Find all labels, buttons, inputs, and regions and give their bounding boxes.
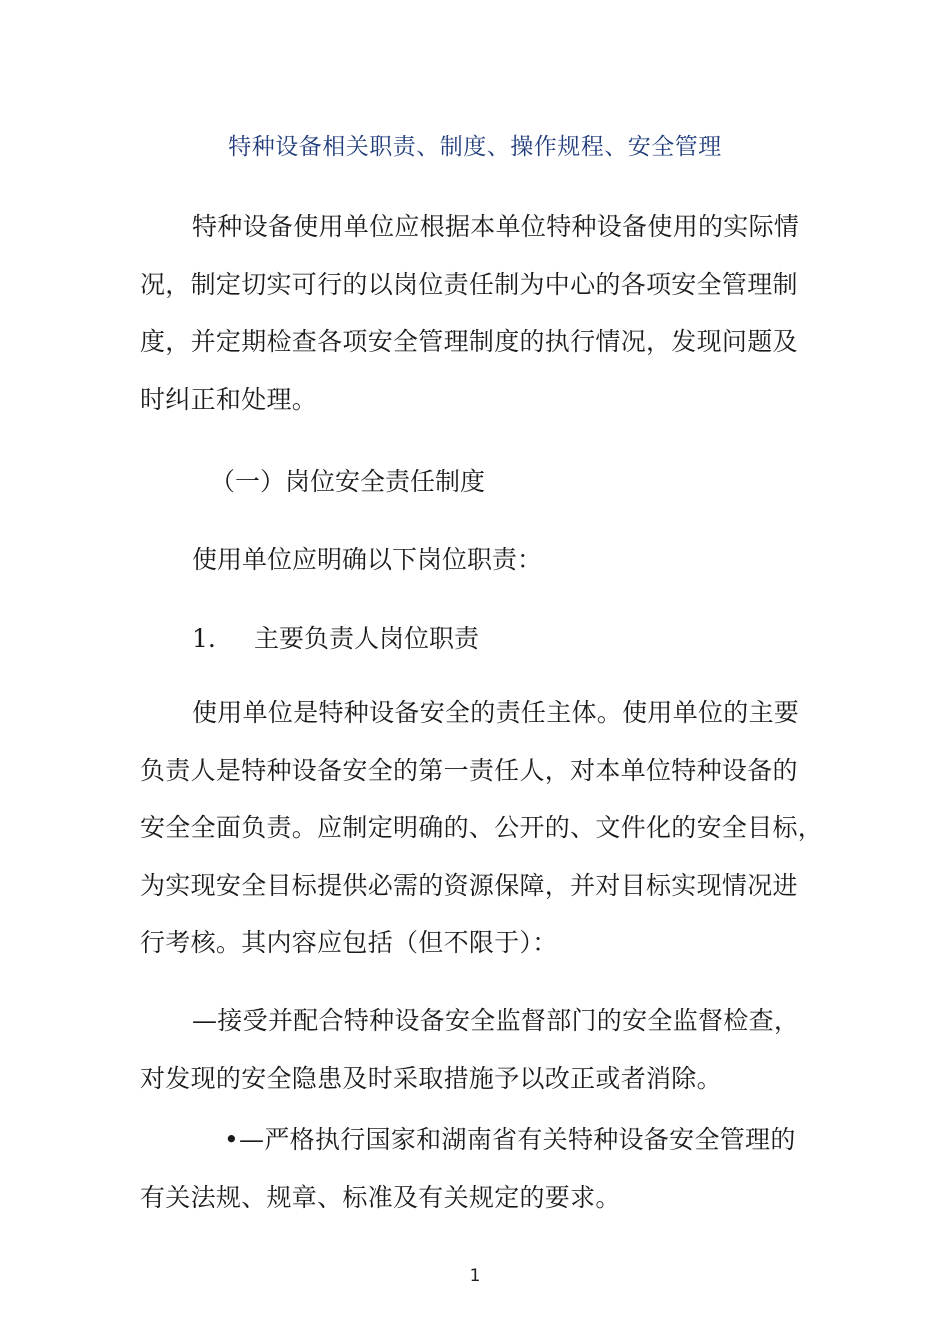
bullet-paragraph-2 [140,1111,820,1226]
item-body-paragraph [140,684,824,972]
bullet-line: —接受并配合特种设备安全监督部门的安全监督检查， [192,1006,800,1035]
bullet-line: •—严格执行国家和湖南省有关特种设备安全管理的 [224,1125,796,1154]
intro-line: 度，并定期检查各项安全管理制度的执行情况，发现问题及 [140,327,798,356]
document-title: 特种设备相关职责、制度、操作规程、安全管理 [228,134,722,160]
body-line: 安全全面负责。应制定明确的、公开的、文件化的安全目标， [140,813,824,842]
bullet-line: 对发现的安全隐患及时采取措施予以改正或者消除。 [140,1063,722,1093]
item-number: 1. [192,624,216,653]
intro-line: 况，制定切实可行的以岗位责任制为中心的各项安全管理制 [140,269,798,299]
page-number: 1 [469,1266,481,1286]
bullet-line: 有关法规、规章、标准及有关规定的要求。 [140,1182,621,1212]
section-intro: 使用单位应明确以下岗位职责： [192,545,543,574]
item-label: 主要负责人岗位职责 [254,624,480,653]
numbered-item-heading [192,619,479,655]
intro-line: 时纠正和处理。 [140,384,318,414]
body-line: 使用单位是特种设备安全的责任主体。使用单位的主要 [192,698,800,727]
body-line: 行考核。其内容应包括（但不限于）： [140,928,558,957]
intro-line: 特种设备使用单位应根据本单位特种设备使用的实际情 [192,212,800,241]
bullet-paragraph-1 [140,992,820,1107]
section-heading: （一）岗位安全责任制度 [210,467,486,496]
body-line: 负责人是特种设备安全的第一责任人，对本单位特种设备的 [140,755,798,785]
body-line: 为实现安全目标提供必需的资源保障，并对目标实现情况进 [140,870,798,900]
intro-paragraph [140,198,820,428]
